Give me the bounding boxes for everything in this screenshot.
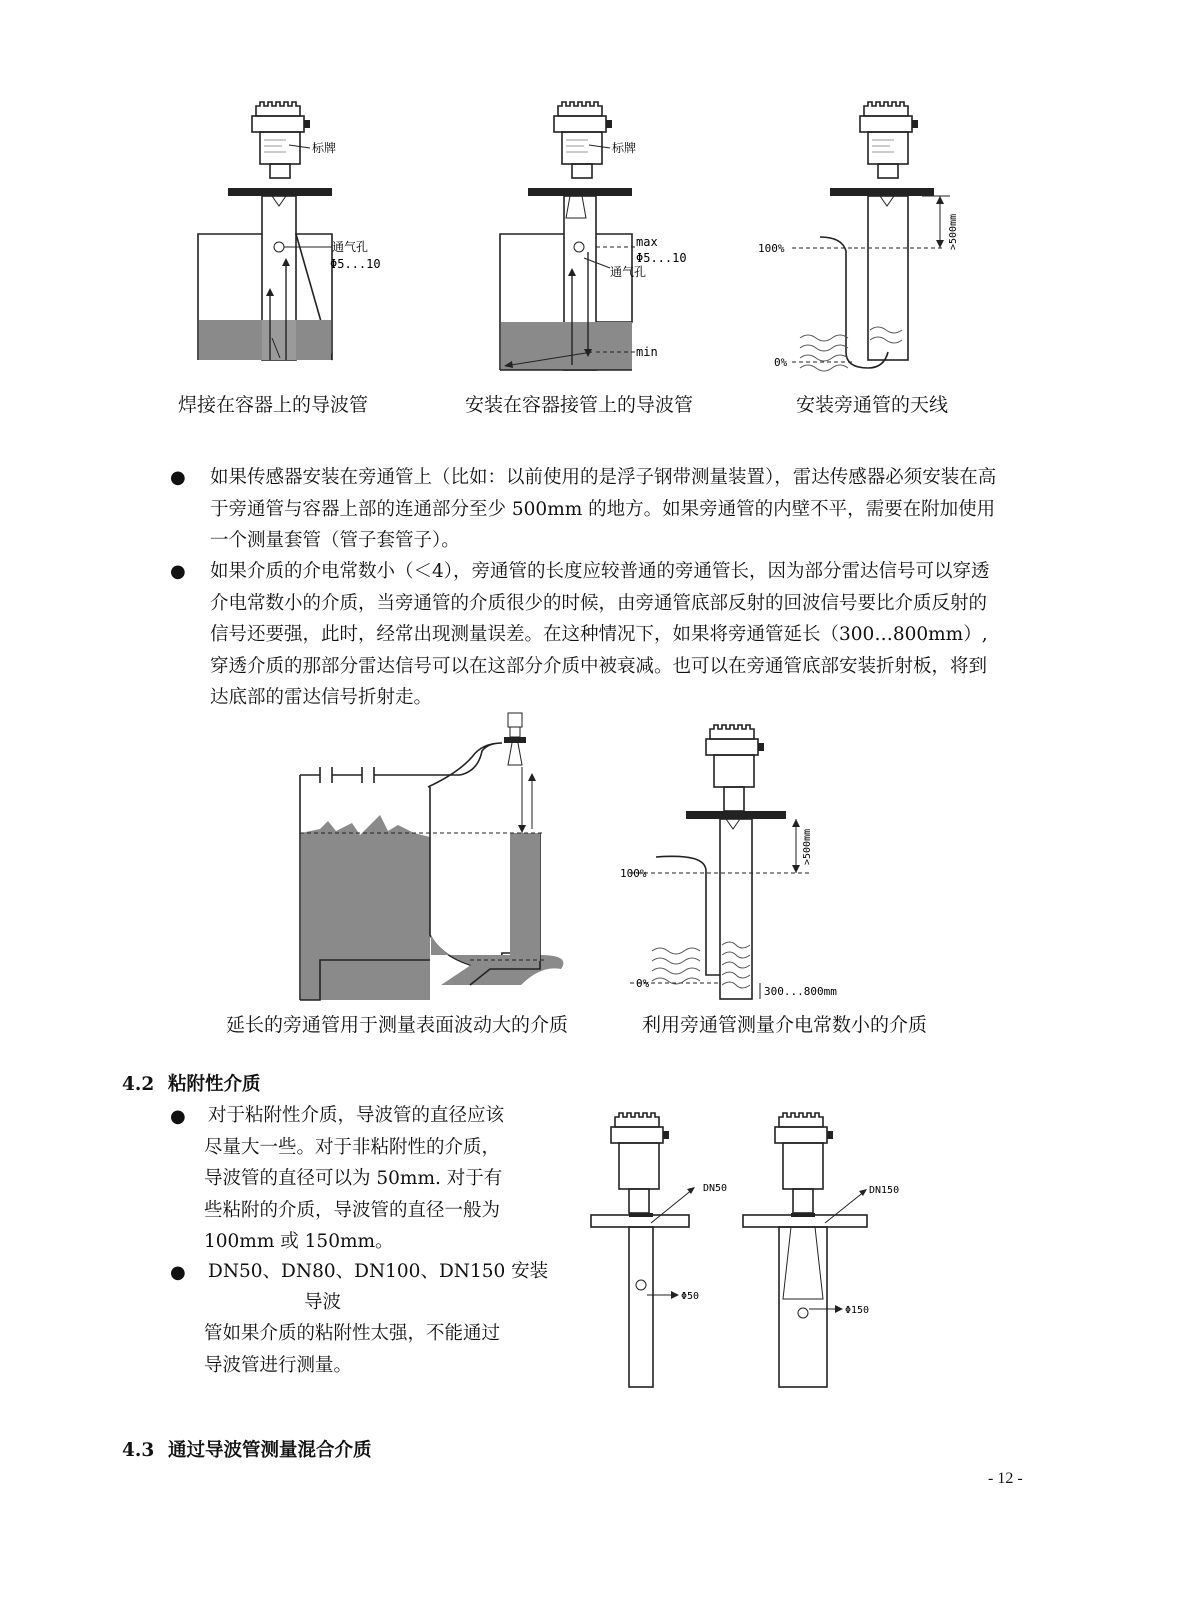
figure-row-2 [290, 705, 890, 1005]
section-4-2-heading [122, 1070, 261, 1096]
page-number: - 12 - [988, 1470, 1023, 1487]
fig1-vent-label: 通气孔 [332, 240, 369, 254]
figure-welded-tube [198, 102, 381, 360]
tube-dn50 [591, 1113, 727, 1387]
bullet-1-symbol: ● [170, 467, 186, 488]
section-4-2-bullet-2-line2: 导波 [304, 1292, 342, 1313]
dn50-label: DN50 [703, 1183, 728, 1194]
fig5-0-label: 0% [636, 977, 650, 990]
caption-fig3: 安装旁通管的天线 [796, 394, 949, 416]
fig3-500-label: >500mm [948, 213, 959, 250]
bullet-2-symbol: ● [170, 561, 186, 582]
fig1-size-label: Φ5...10 [330, 257, 381, 271]
section-4-2-title: 粘附性介质 [168, 1074, 261, 1095]
section-4-2-bullet-1-text: 对于粘附性介质，导波管的直径应该尽量大一些。对于非粘附性的介质，导波管的直径可以为 50mm. 对于有些粘附的介质，导波管的直径一般为 100mm 或 150mm。 [204, 1105, 505, 1252]
tube-dn150 [743, 1113, 899, 1387]
caption-fig4: 延长的旁通管用于测量表面波动大的介质 [226, 1014, 569, 1036]
fig2-max-label: max [636, 235, 658, 249]
fig2-plate-label: 标牌 [612, 141, 637, 155]
fig5-500-label: >500mm [802, 828, 813, 865]
phi50-label: Φ50 [681, 1291, 700, 1302]
section-4-3-number: 4.3 [122, 1440, 155, 1461]
fig1-plate-label: 标牌 [312, 141, 337, 155]
caption-fig5: 利用旁通管测量介电常数小的介质 [642, 1014, 928, 1036]
caption-fig2: 安装在容器接管上的导波管 [465, 394, 694, 416]
figure-dn-tubes [585, 1105, 905, 1395]
phi150-label: Φ150 [845, 1305, 870, 1316]
fig5-ext-label: 300...800mm [764, 985, 837, 998]
figure-nozzle-tube [500, 102, 687, 370]
section-4-2-bullet-2-symbol: ● [170, 1262, 186, 1283]
dn150-label: DN150 [869, 1185, 900, 1196]
fig3-0-label: 0% [774, 356, 788, 369]
fig2-size-label: Φ5...10 [636, 251, 687, 265]
section-4-2-bullet-1-symbol: ● [170, 1106, 186, 1127]
fig5-100-label: 100% [620, 867, 647, 880]
figure-extended-bypass [300, 713, 563, 1000]
figure-low-dk-bypass [620, 725, 837, 999]
section-4-2-number: 4.2 [122, 1074, 155, 1095]
fig3-100-label: 100% [758, 242, 785, 255]
figure-row-1 [180, 90, 980, 390]
fig2-min-label: min [636, 345, 658, 359]
section-4-3-heading [122, 1436, 372, 1462]
fig2-vent-label: 通气孔 [610, 265, 647, 279]
section-4-2-bullet-2-line1: DN50、DN80、DN100、DN150 安装 [208, 1261, 549, 1282]
section-4-3-title: 通过导波管测量混合介质 [168, 1440, 372, 1461]
section-4-2-bullet-2-rest: 管如果介质的粘附性太强，不能通过导波管进行测量。 [204, 1323, 501, 1376]
figure-bypass-antenna [758, 102, 959, 371]
bullet-2-text: 如果介质的介电常数小（＜4），旁通管的长度应较普通的旁通管长，因为部分雷达信号可以穿透介电常数小的介质，当旁通管的介质很少的时候，由旁通管底部反射的回波信号要比介质反射的信号还要强，此时，经常出现测量误差。在这种情况下，如果将旁通管延长（300…800mm）,穿透介质的那部分雷达信号可以在这部分介质中被衰减。也可以在旁通管底部安装折射板，将到达底部的雷达信号折射走。 [210, 561, 990, 708]
bullet-1-text: 如果传感器安装在旁通管上（比如：以前使用的是浮子钢带测量装置），雷达传感器必须安装在高于旁通管与容器上部的连通部分至少 500mm 的地方。如果旁通管的内壁不平，需要在附加使用一个测量套管（管子套管子）。 [210, 467, 997, 551]
caption-fig1: 焊接在容器上的导波管 [178, 394, 369, 416]
